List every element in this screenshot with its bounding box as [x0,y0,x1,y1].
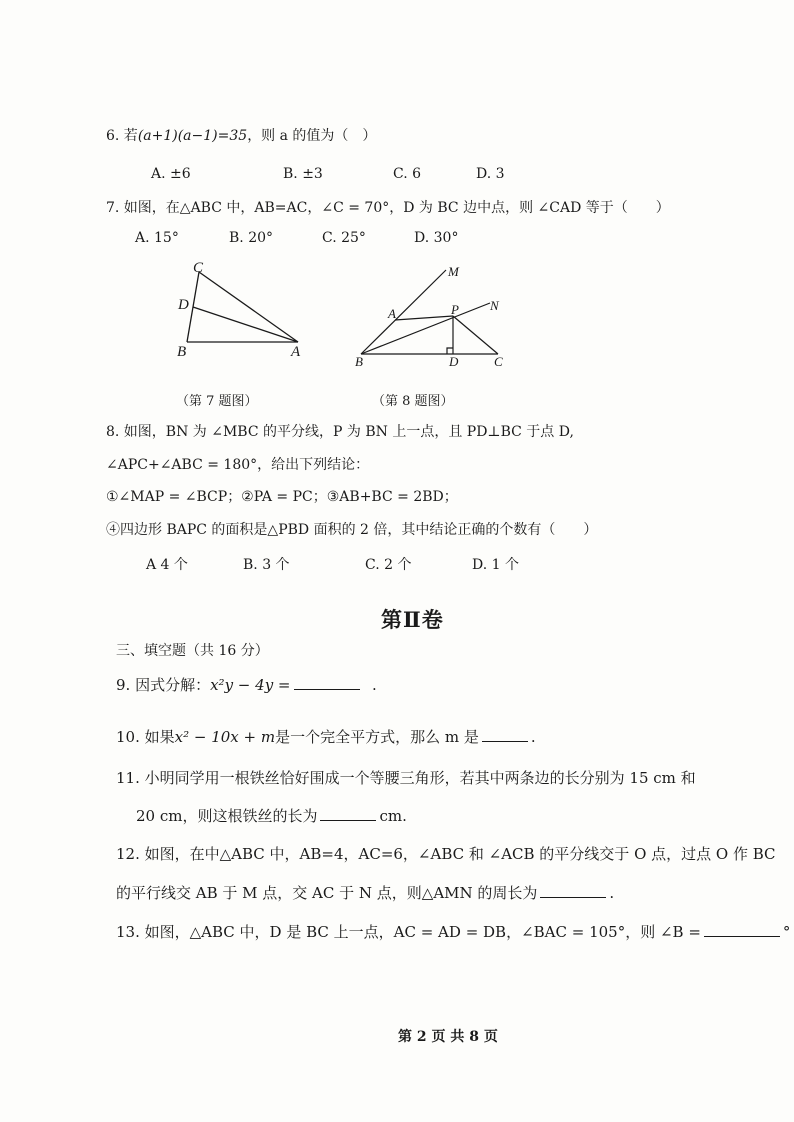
q8-line-2: ∠APC+∠ABC = 180°，给出下列结论： [106,457,370,473]
q13-tail: ° [782,923,791,941]
q10-stem-b: 是一个完全平方式，那么 m 是 [275,728,479,746]
fig8-label-b: B [355,354,363,369]
fig7-caption: （第 7 题图） [176,394,258,409]
q12-answer-blank[interactable] [540,883,606,898]
q9-stem [116,675,377,695]
q13-answer-blank[interactable] [704,922,780,937]
q8-line-1: 8. 如图，BN 为 ∠MBC 的平分线，P 为 BN 上一点，且 PD⊥BC 于点 D, [106,424,574,440]
q12-line-1: 12. 如图，在中△ABC 中，AB=4，AC=6，∠ABC 和 ∠ACB 的平分线交于 O 点，过点 O 作 BC [116,845,776,863]
q6-stem-a: 6. 若 [106,128,138,144]
fig8-segment-ap [395,316,453,320]
fig8-label-c: C [494,354,503,369]
fig7-label-c: C [193,260,204,276]
q10-answer-blank[interactable] [482,727,528,742]
fig7-median-da [193,307,298,342]
fig8-segment-pc [453,316,498,354]
q9-tail: . [372,676,377,694]
q7-option-a: A. 15° [135,230,179,246]
fig8-label-p: P [451,302,459,317]
q6-option-c: C. 6 [393,166,422,182]
q8-option-a: A 4 个 [146,557,188,573]
q7-option-d: D. 30° [414,230,459,246]
figure-7-triangle [165,255,325,365]
q7-stem: 7. 如图，在△ABC 中，AB=AC，∠C = 70°，D 为 BC 边中点，则 ∠CAD 等于（ ） [106,200,670,216]
fig7-label-b: B [177,344,187,360]
q10-expression: x² − 10x + m [174,728,276,746]
q11-line-1: 11. 小明同学用一根铁丝恰好围成一个等腰三角形，若其中两条边的长分别为 15 cm 和 [116,769,696,787]
q7-option-c: C. 25° [322,230,366,246]
fig8-ray-bm [361,270,446,354]
q8-option-b: B. 3 个 [243,557,290,573]
fig8-label-d: D [449,354,459,369]
q6-option-b: B. ±3 [283,166,323,182]
fig7-label-d: D [178,297,189,313]
q6-option-a: A. ±6 [151,166,191,182]
q10-stem [116,727,536,747]
q10-tail: . [530,728,536,746]
q6-option-d: D. 3 [476,166,505,182]
fig8-ray-bn [361,303,490,354]
q7-option-b: B. 20° [229,230,274,246]
q11-unit: cm. [379,807,407,825]
q12-line-2 [116,883,614,903]
q9-expression: x²y − 4y = [210,676,291,694]
fig7-side-ca [199,272,298,342]
fig8-label-n: N [490,298,499,313]
volume-title: 第Ⅱ卷 [381,607,444,632]
q8-option-c: C. 2 个 [365,557,412,573]
part-3-title: 三、填空题（共 16 分） [116,643,269,659]
q8-line-4: ④四边形 BAPC 的面积是△PBD 面积的 2 倍，其中结论正确的个数有（ ） [106,522,598,538]
q8-option-d: D. 1 个 [472,557,519,573]
q11-line-2-text: 20 cm，则这根铁丝的长为 [136,807,318,825]
q8-line-3: ①∠MAP = ∠BCP；②PA = PC；③AB+BC = 2BD； [106,489,458,505]
page-footer: 第 2 页 共 8 页 [398,1029,498,1045]
fig8-label-m: M [448,264,459,279]
q9-stem-text: 9. 因式分解： [116,676,211,694]
q6-stem [106,126,376,146]
q12-tail: . [609,884,615,902]
q6-stem-b: ，则 a 的值为（ ） [247,128,377,144]
q6-expression: (a+1)(a−1)=35 [137,128,248,144]
q11-answer-blank[interactable] [320,806,376,821]
q10-stem-a: 10. 如果 [116,728,175,746]
q12-line-2-text: 的平行线交 AB 于 M 点，交 AC 于 N 点，则△AMN 的周长为 [116,884,538,902]
q13-stem-text: 13. 如图，△ABC 中，D 是 BC 上一点，AC = AD = DB，∠BAC = 105°，则 ∠B = [116,923,701,941]
figure-8-diagram [350,258,520,370]
q11-line-2 [136,806,407,826]
q9-answer-blank[interactable] [294,675,360,690]
fig8-caption: （第 8 题图） [372,394,454,409]
q13-stem [116,922,790,942]
fig8-label-a: A [388,306,396,321]
fig7-label-a: A [291,344,301,360]
